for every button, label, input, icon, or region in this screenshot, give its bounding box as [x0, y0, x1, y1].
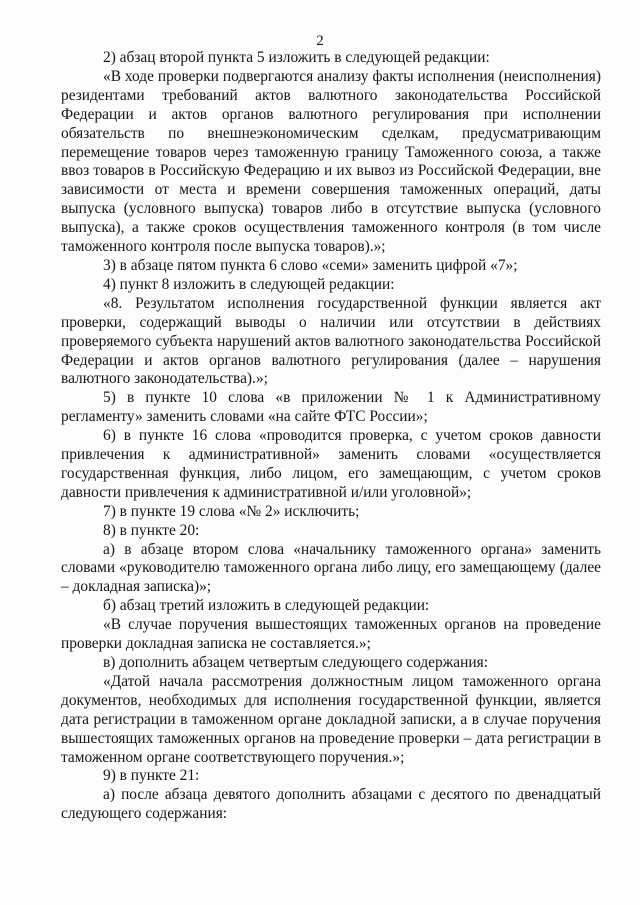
paragraph-item-9: 9) в пункте 21:	[103, 767, 200, 785]
paragraph-item-5: 5) в пункте 10 слова «в приложении № 1 к Административному регламенту» заменить словами «на сайте ФТС России»;	[61, 389, 601, 426]
quoted-paragraph-start-date: «Датой начала рассмотрения должностным лицом таможенного органа документов, необходимых для исполнения государственной функции, является дата регистрации в таможенном органе докладной записки, а в случае поручения вышестоящих таможенных органов на проведение проверки – дата регистрации в таможенном органе соответствующего поручения.»;	[61, 672, 601, 766]
paragraph-item-4: 4) пункт 8 изложить в следующей редакции:	[103, 275, 395, 293]
paragraph-item-6: 6) в пункте 16 слова «проводится проверка, с учетом сроков давности привлечения к административной» заменить словами «осуществляется государственная функция, либо лицом, его замещающим, с учетом сроков давности привлечения к административной и/или уголовной»;	[61, 427, 601, 501]
paragraph-item-8: 8) в пункте 20:	[103, 521, 200, 539]
quoted-paragraph-report: «В случае поручения вышестоящих таможенных органов на проведение проверки докладная записка не составляется.»;	[61, 616, 601, 653]
subparagraph-a-item-21: а) после абзаца девятого дополнить абзацами с десятого по двенадцатый следующего содержания:	[61, 786, 601, 823]
subparagraph-b: б) абзац третий изложить в следующей редакции:	[103, 597, 430, 615]
page-number: 2	[316, 33, 324, 49]
quoted-paragraph-item-5: «В ходе проверки подвергаются анализу факты исполнения (неисполнения) резидентами требований актов валютного законодательства Российской Федерации и актов органов валютного регулирования при исполнении обязательств по внешнеэкономическим сделкам, предусматривающим перемещение товаров через таможенную границу Таможенного союза, а также ввоз товаров в Российскую Федерацию и их вывоз из Российской Федерации, вне зависимости от места и времени совершения таможенных операций, даты выпуска (условного выпуска) товаров либо в отсутствие выпуска (условного выпуска), а также сроков осуществления таможенного контроля (в том числе таможенного контроля после выпуска товаров).»;	[61, 67, 601, 256]
document-body	[61, 49, 601, 824]
subparagraph-v: в) дополнить абзацем четвертым следующего содержания:	[103, 654, 488, 671]
paragraph-item-7: 7) в пункте 19 слова «№ 2» исключить;	[103, 502, 360, 520]
subparagraph-a: а) в абзаце втором слова «начальнику таможенного органа» заменить словами «руководителю таможенного органа либо лицу, его замещающему (далее – докладная записка)»;	[61, 540, 601, 596]
paragraph-item-3: 3) в абзаце пятом пункта 6 слово «семи» заменить цифрой «7»;	[103, 256, 518, 274]
paragraph-item-2: 2) абзац второй пункта 5 изложить в следующей редакции:	[103, 49, 490, 66]
quoted-paragraph-item-8: «8. Результатом исполнения государственной функции является акт проверки, содержащий выводы о наличии или отсутствии в действиях проверяемого субъекта нарушений актов валютного законодательства Российской Федерации и актов органов валютного регулирования (далее – нарушения валютного законодательства).»;	[61, 294, 601, 388]
